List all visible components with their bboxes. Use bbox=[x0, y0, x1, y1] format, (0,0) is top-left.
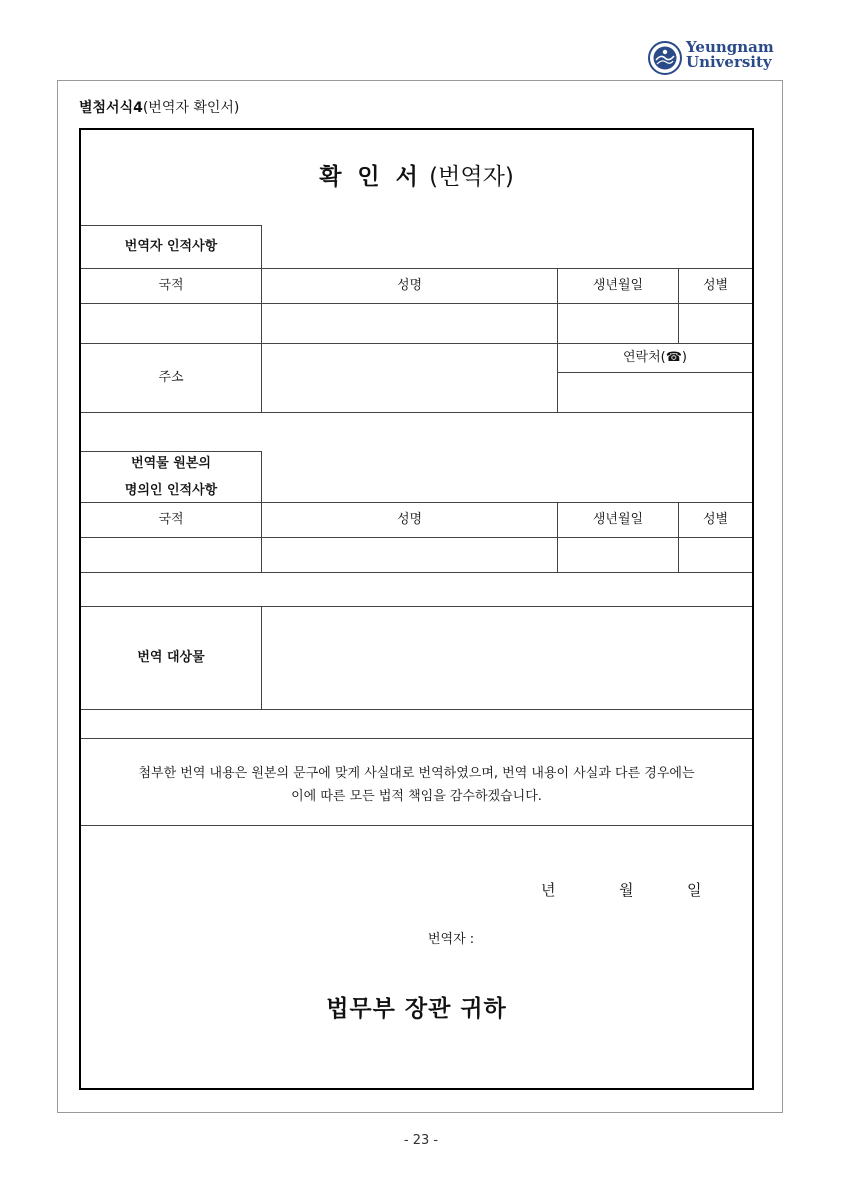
form-title-sub: (번역자) bbox=[421, 164, 514, 190]
form-title bbox=[81, 160, 752, 194]
declaration bbox=[81, 762, 752, 808]
confirmation-form bbox=[79, 128, 754, 1090]
owner-col-name: 성명 bbox=[396, 512, 423, 527]
date-month-label: 월 bbox=[619, 881, 634, 899]
translator-gender-field[interactable] bbox=[679, 304, 752, 343]
translator-nationality-field[interactable] bbox=[81, 304, 261, 343]
attachment-title-rest: (번역자 확인서) bbox=[142, 100, 240, 116]
logo-text bbox=[686, 40, 776, 70]
translator-address-field[interactable] bbox=[262, 344, 557, 412]
address-label: 주소 bbox=[158, 370, 184, 385]
university-seal-icon bbox=[648, 41, 682, 75]
declaration-line2: 이에 따른 모든 법적 책임을 감수하겠습니다. bbox=[291, 789, 542, 804]
date-day-label: 일 bbox=[687, 881, 702, 899]
date-year-label: 년 bbox=[541, 881, 556, 899]
owner-heading-line2: 명의인 인적사항 bbox=[124, 482, 218, 498]
university-logo bbox=[648, 38, 774, 76]
col-name: 성명 bbox=[396, 278, 423, 293]
declaration-line1: 첨부한 번역 내용은 원본의 문구에 맞게 사실대로 번역하였으며, 번역 내용이 사실과 다른 경우에는 bbox=[138, 766, 695, 781]
translator-section-heading: 번역자 인적사항 bbox=[124, 239, 218, 254]
translator-birthdate-field[interactable] bbox=[558, 304, 678, 343]
form-title-main: 확 인 서 bbox=[319, 164, 422, 190]
owner-gender-field[interactable] bbox=[679, 538, 752, 572]
attachment-title bbox=[79, 99, 239, 117]
signature-label: 번역자 : bbox=[428, 932, 475, 947]
owner-nationality-field[interactable] bbox=[81, 538, 261, 572]
owner-heading-line1: 번역물 원본의 bbox=[131, 455, 211, 471]
owner-col-nationality: 국적 bbox=[158, 512, 184, 527]
contact-label: 연락처(☎) bbox=[622, 350, 687, 365]
col-nationality: 국적 bbox=[158, 278, 184, 293]
translator-name-field[interactable] bbox=[262, 304, 557, 343]
rule bbox=[81, 825, 752, 826]
owner-section-heading bbox=[81, 452, 261, 502]
owner-name-field[interactable] bbox=[262, 538, 557, 572]
logo-text-line2: University bbox=[686, 53, 772, 71]
addressee: 법무부 장관 귀하 bbox=[326, 996, 507, 1022]
col-gender: 성별 bbox=[702, 278, 729, 293]
subject-label: 번역 대상물 bbox=[137, 650, 205, 665]
owner-birthdate-field[interactable] bbox=[558, 538, 678, 572]
rule bbox=[261, 225, 262, 270]
translator-contact-field[interactable] bbox=[558, 373, 752, 412]
subject-field[interactable] bbox=[262, 607, 752, 709]
rule bbox=[81, 738, 752, 739]
owner-col-gender: 성별 bbox=[702, 512, 729, 527]
rule bbox=[81, 709, 752, 710]
attachment-title-bold: 별첨서식4 bbox=[79, 100, 143, 116]
owner-col-birthdate: 생년월일 bbox=[592, 512, 644, 527]
page-number: - 23 - bbox=[403, 1133, 439, 1148]
rule bbox=[81, 572, 752, 573]
rule bbox=[261, 451, 262, 503]
logo-text-line1: Yeungnam bbox=[686, 38, 774, 56]
rule bbox=[81, 412, 752, 413]
col-birthdate: 생년월일 bbox=[592, 278, 644, 293]
signature-field[interactable] bbox=[486, 922, 716, 950]
